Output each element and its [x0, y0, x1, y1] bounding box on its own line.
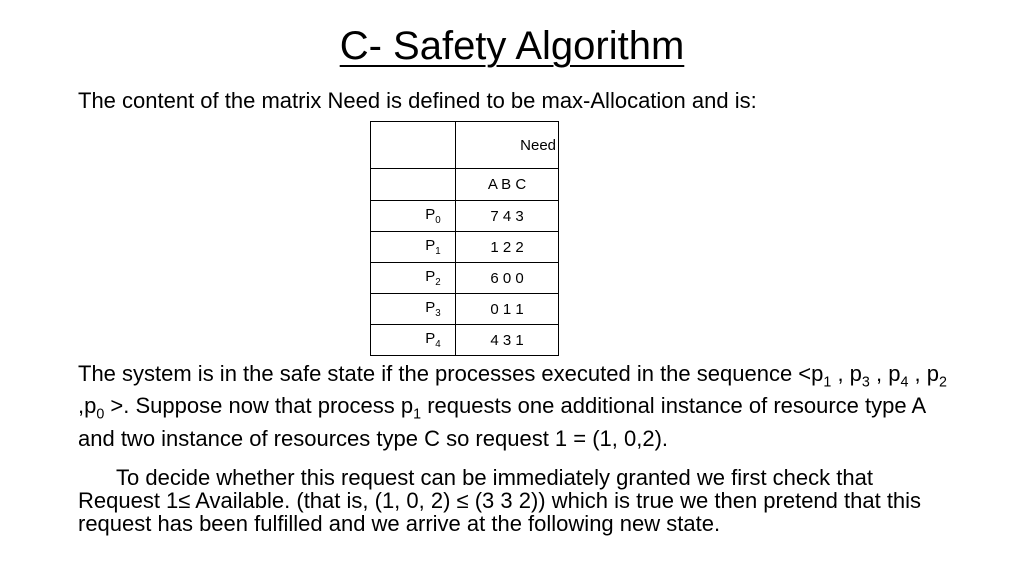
process-label: $P_0$ — [425, 206, 441, 226]
process-label: $P_3$ — [425, 299, 441, 319]
intro-text: The content of the matrix Need is defined to be max-Allocation and is: — [78, 88, 757, 113]
need-values: 1 2 2 — [456, 232, 559, 263]
table-row — [371, 201, 559, 232]
table-row — [371, 232, 559, 263]
resource-header: A B C — [456, 169, 559, 201]
need-values: 0 1 1 — [456, 294, 559, 325]
slide-title: C- Safety Algorithm — [339, 24, 685, 68]
process-label: $P_2$ — [425, 268, 441, 288]
need-header: Need — [520, 136, 556, 154]
need-header-cell — [456, 122, 559, 169]
safe-state-paragraph: The system is in the safe state if the processes executed in the sequence $<p_1$ , $p_3$ , $p_4$ , $p_2$ $,p_0$ >. Suppose now that process $p_1$ requests one additional instance of resource type A and two instance of resources type C so request 1 = (1, 0,2). — [78, 361, 947, 451]
table-corner-cell — [371, 122, 456, 169]
table-row — [371, 263, 559, 294]
table-row — [371, 325, 559, 356]
process-label: $P_1$ — [425, 237, 441, 257]
process-label: $P_4$ — [425, 330, 441, 350]
table-row — [371, 294, 559, 325]
need-matrix-table — [370, 121, 559, 356]
need-values: 4 3 1 — [456, 325, 559, 356]
need-values: 7 4 3 — [456, 201, 559, 232]
table-blank-cell — [371, 169, 456, 201]
request-check-paragraph: To decide whether this request can be immediately granted we first check that Request 1≤ Available. (that is, (1, 0, 2) ≤ (3 3 2)) which is true we then pretend that this request has been fulfilled and we arrive at the following new state. — [78, 465, 922, 536]
need-values: 6 0 0 — [456, 263, 559, 294]
